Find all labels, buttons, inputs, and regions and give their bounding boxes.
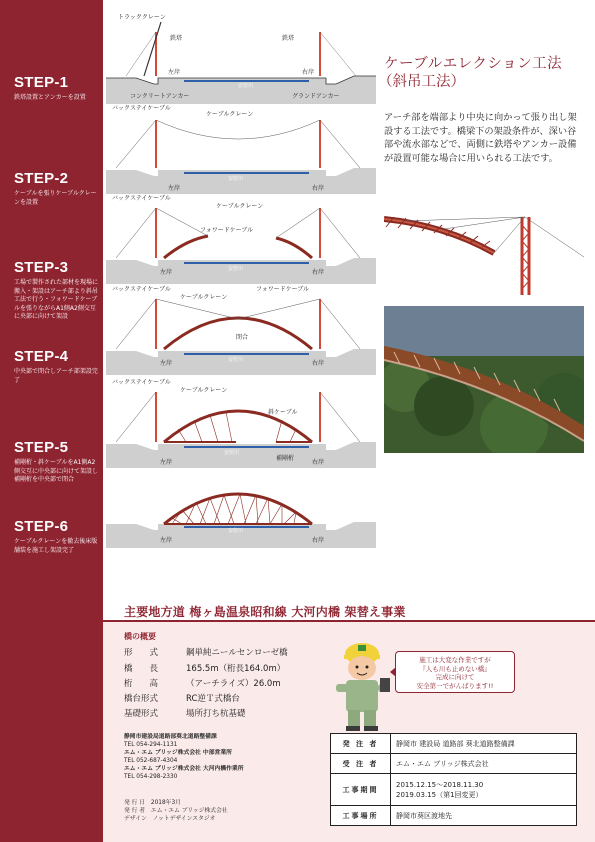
speech-bubble: [395, 651, 515, 693]
river-label: 安倍川: [228, 528, 244, 534]
publisher: エム・エム ブリッジ株式会社: [150, 808, 228, 814]
step-1-desc: 鉄塔設置とアンカーを設置: [14, 94, 86, 101]
overview-value: 165.5m（桁長164.0m）: [186, 664, 286, 674]
right-bank-label: 右岸: [312, 537, 325, 544]
overview-heading: 橋の概要: [124, 632, 156, 641]
overview-key: 基礎形式: [124, 709, 159, 719]
overview-value: 鋼単純ニールセンローゼ橋: [186, 648, 288, 658]
info-row: [331, 774, 577, 806]
contact-org: エム・エム ブリッジ株式会社 大河内橋作業所: [124, 766, 244, 772]
designer: ノットデザインスタジオ: [152, 816, 216, 822]
info-row: [331, 806, 577, 826]
contact-org: 静岡市建設局道路部葵北道路整備課: [124, 734, 217, 740]
step-6-diagram: [106, 470, 376, 548]
step-4-diagram: [106, 283, 376, 375]
overview-value: RC逆Ｔ式橋台: [186, 694, 240, 704]
info-value: 2019.03.15（第1回変更）: [396, 790, 483, 799]
overview-row: [124, 677, 281, 689]
info-key: 受 注 者: [331, 754, 391, 774]
right-bank-label: 右岸: [312, 185, 325, 192]
left-bank-label: 左岸: [160, 459, 173, 466]
info-value: 静岡市葵区渡地先: [391, 806, 577, 826]
river-label: 安倍川: [224, 450, 240, 456]
step-2: [14, 170, 100, 207]
step-3: [14, 259, 100, 322]
bubble-line: 『人も川も止めない橋』: [419, 664, 491, 673]
tower-left-label: 鉄塔: [170, 35, 183, 42]
info-value: 2015.12.15～2018.11.30: [396, 780, 484, 789]
backstay-cable-label: バックステイケーブル: [112, 195, 171, 202]
step-1-diagram: [106, 10, 376, 104]
step-5-diagram: [106, 374, 376, 468]
info-key: 工事場所: [331, 806, 391, 826]
river-label: 安倍川: [228, 357, 244, 363]
cable-crane-label: ケーブルクレーン: [206, 111, 254, 118]
info-value: エム・エム ブリッジ株式会社: [391, 754, 577, 774]
cable-crane-label: ケーブルクレーン: [216, 203, 264, 210]
step-3-title: STEP-3: [14, 259, 69, 276]
closure-label: 閉合: [236, 334, 249, 341]
construction-photo: [384, 306, 584, 453]
bubble-line: 完成に向けて: [435, 673, 475, 681]
step-1-title: STEP-1: [14, 74, 69, 91]
right-bank-label: 右岸: [312, 360, 325, 367]
overview-value: （アーチライズ）26.0m: [186, 679, 281, 689]
contact-tel: TEL 052-687-4304: [124, 758, 178, 764]
backstay-cable-label: バックステイケーブル: [112, 105, 171, 112]
cable-crane-label: ケーブルクレーン: [180, 387, 228, 394]
stay-cable-label: 斜ケーブル: [268, 409, 298, 416]
method-subtitle: （斜吊工法）: [378, 74, 465, 90]
info-row: [331, 734, 577, 754]
step-6-title: STEP-6: [14, 518, 69, 535]
contact-org: エム・エム ブリッジ株式会社 中部営業所: [124, 750, 232, 756]
method-title: ケーブルエレクション工法: [384, 56, 563, 72]
forward-cable-label: フォワードケーブル: [200, 227, 254, 234]
step-sidebar: [0, 0, 103, 842]
info-key: 発 注 者: [331, 734, 391, 754]
contact-tel: TEL 054-298-2330: [124, 774, 178, 780]
info-row: [331, 754, 577, 774]
step-6-desc: ケーブルクレーンを撤去後床版舗装を施工し架設完了: [14, 538, 98, 554]
step-2-title: STEP-2: [14, 170, 69, 187]
backstay-cable-label: バックステイケーブル: [112, 379, 171, 386]
left-bank-label: 左岸: [160, 269, 173, 276]
step-1: [14, 74, 100, 103]
overview-row: [124, 692, 240, 704]
info-value: 静岡市 建設局 道路部 葵北道路整備課: [391, 734, 577, 754]
arch-erection-illustration: [384, 205, 584, 297]
overview-row: [124, 646, 288, 658]
river-label: 安倍川: [228, 266, 244, 272]
overview-row: [124, 707, 246, 719]
overview-value: 場所打ち杭基礎: [186, 709, 246, 719]
river-label: 安倍川: [238, 83, 254, 89]
project-info-table: [330, 733, 577, 826]
backstay-cable-label: バックステイケーブル: [112, 286, 171, 293]
left-bank-label: 左岸: [160, 360, 173, 367]
overview-key: 橋台形式: [124, 694, 159, 704]
overview-row: [124, 662, 285, 674]
step-2-desc: ケーブルを張りケーブルクレーンを設置: [14, 190, 97, 206]
truck-crane-label: トラッククレーン: [118, 14, 166, 21]
step-3-diagram: [106, 192, 376, 284]
step-6: [14, 518, 100, 555]
river-label: 安倍川: [228, 176, 244, 182]
contact-tel: TEL 054-294-1131: [124, 742, 178, 748]
method-description: アーチ部を端部より中央に向かって張り出し架設する工法です。橋梁下の架設条件が、深い谷部や流水部などで、両側に鉄塔やアンカー設備が設置可能な場合に用いられる工法です。: [384, 112, 577, 164]
step-5: [14, 439, 100, 485]
publisher-label: 発 行 者: [124, 808, 146, 814]
ground-anchor-label: グランドアンカー: [292, 93, 340, 100]
step-5-desc: 補剛桁・斜ケーブルをA1側A2側交互に中央部に向けて架設し補剛桁を中央部で閉合: [14, 459, 99, 483]
step-5-title: STEP-5: [14, 439, 69, 456]
step-3-desc: 工場で製作された部材を現場に搬入・架設はアーチ部より斜吊工法で行う・フォワードケーブルを張りながらA1側A2側交互に央部に向けて架設: [14, 279, 99, 320]
publication-info: [124, 799, 228, 823]
bubble-line: 施工は大変な作業ですが: [419, 656, 491, 664]
publish-date-label: 発 行 日: [124, 800, 146, 806]
bubble-line: 安全第一でがんばります!!: [416, 681, 494, 690]
step-2-diagram: [106, 100, 376, 194]
left-bank-label: 左岸: [168, 185, 181, 192]
worker-mascot-illustration: [336, 640, 394, 732]
contact-block: [124, 733, 244, 781]
right-bank-label: 右岸: [312, 269, 325, 276]
forward-cable-label: フォワードケーブル: [256, 286, 310, 293]
left-bank-label: 左岸: [168, 69, 181, 76]
step-4: [14, 348, 100, 385]
publish-date: 2018年3月: [150, 800, 181, 806]
overview-key: 形 式: [124, 648, 159, 658]
info-key: 工事期間: [331, 774, 391, 806]
project-title: 主要地方道 梅ヶ島温泉昭和線 大河内橋 架替え事業: [124, 605, 406, 619]
overview-key: 橋 長: [124, 664, 159, 674]
concrete-anchor-label: コンクリートアンカー: [130, 93, 190, 100]
tower-right-label: 鉄塔: [282, 35, 295, 42]
overview-key: 桁 高: [124, 679, 159, 689]
stiffening-girder-label: 補剛桁: [276, 455, 295, 462]
step-4-desc: 中央部で閉合しアーチ部架設完了: [14, 368, 98, 384]
design-label: デザイン: [124, 816, 147, 822]
cable-crane-label: ケーブルクレーン: [180, 294, 228, 301]
info-value-period: [391, 774, 577, 806]
right-bank-label: 右岸: [312, 459, 325, 466]
left-bank-label: 左岸: [160, 537, 173, 544]
step-4-title: STEP-4: [14, 348, 69, 365]
right-bank-label: 右岸: [302, 69, 315, 76]
